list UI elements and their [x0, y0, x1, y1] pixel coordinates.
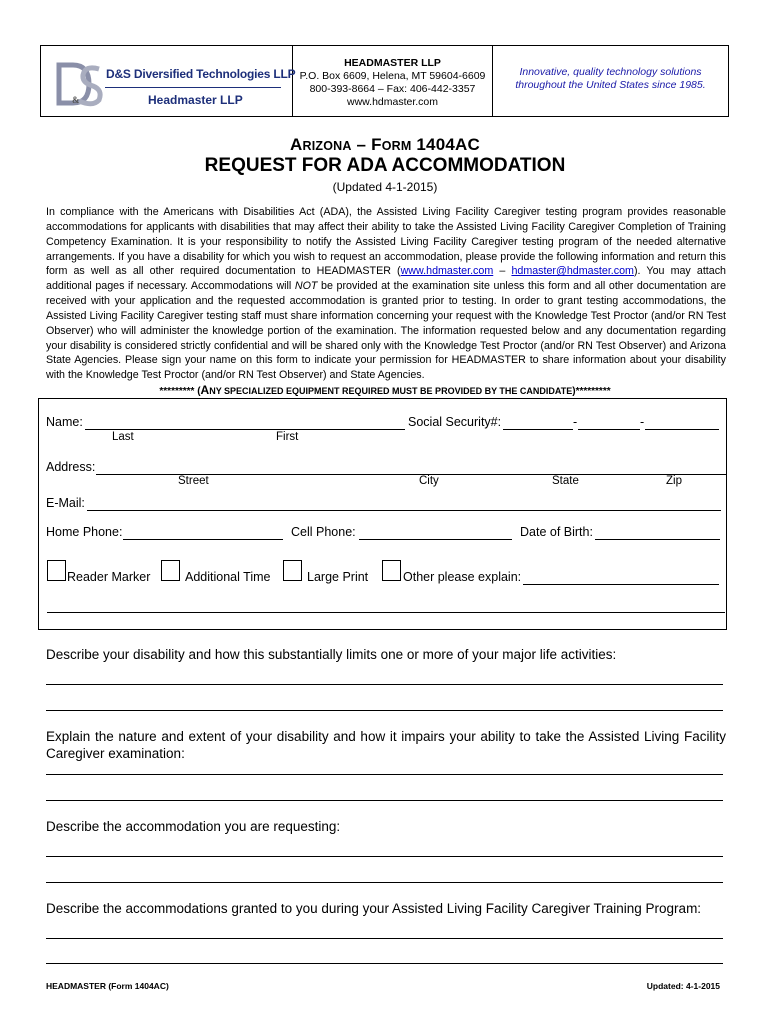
first-name-label: First — [276, 431, 299, 443]
answer-line[interactable] — [46, 882, 723, 883]
logo-division-name: Headmaster LLP — [148, 93, 243, 107]
answer-line[interactable] — [46, 800, 723, 801]
other-label: Other please explain: — [403, 570, 522, 584]
form-main-title: REQUEST FOR ADA ACCOMMODATION — [204, 155, 566, 176]
dob-field[interactable] — [595, 539, 720, 540]
state-label: State — [552, 475, 579, 487]
equipment-notice: ********* (ANY SPECIALIZED EQUIPMENT REQUIRED MUST BE PROVIDED BY THE CANDIDATE)********* — [159, 383, 611, 397]
city-label: City — [419, 475, 439, 487]
ssn-separator-1: - — [573, 415, 578, 429]
svg-text:&: & — [72, 95, 80, 105]
email-link[interactable]: hdmaster@hdmaster.com — [511, 265, 634, 278]
question-granted-accommodations: Describe the accommodations granted to you during your Assisted Living Facility Caregiver Training Program: — [46, 901, 702, 916]
large-print-label: Large Print — [307, 570, 369, 584]
address-line-1: P.O. Box 6609, Helena, MT 59604-6609 — [299, 70, 486, 82]
answer-line[interactable] — [46, 684, 723, 685]
ssn-field-3[interactable] — [645, 429, 719, 430]
logo-company-name: D&S Diversified Technologies LLP — [106, 67, 296, 81]
question-disability: Describe your disability and how this substantially limits one or more of your major life activities: — [46, 647, 617, 662]
answer-line[interactable] — [46, 710, 723, 711]
other-explain-field-2[interactable] — [47, 612, 725, 613]
reader-marker-label: Reader Marker — [67, 570, 151, 584]
footer-updated: Updated: 4-1-2015 — [646, 981, 720, 991]
answer-line[interactable] — [46, 938, 723, 939]
address-block — [293, 46, 493, 116]
name-field[interactable] — [85, 429, 405, 430]
logo-divider — [105, 87, 281, 88]
logo-block — [41, 46, 296, 116]
letterhead — [40, 45, 729, 117]
form-updated-date: (Updated 4-1-2015) — [332, 180, 438, 194]
email-label: E-Mail: — [46, 496, 85, 510]
large-print-checkbox[interactable] — [283, 560, 302, 581]
last-name-label: Last — [112, 431, 134, 443]
ds-logo-icon — [55, 59, 105, 109]
additional-time-label: Additional Time — [185, 570, 271, 584]
zip-label: Zip — [666, 475, 682, 487]
other-explain-field[interactable] — [523, 584, 719, 585]
tagline-line-2: throughout the United States since 1985. — [515, 79, 706, 91]
dob-label: Date of Birth: — [520, 525, 593, 539]
footer-form-id: HEADMASTER (Form 1404AC) — [46, 981, 169, 991]
name-label: Name: — [46, 415, 83, 429]
other-checkbox[interactable] — [382, 560, 401, 581]
question-requested-accommodation: Describe the accommodation you are requesting: — [46, 819, 341, 834]
answer-line[interactable] — [46, 963, 723, 964]
ssn-separator-2: - — [640, 415, 645, 429]
website-link[interactable]: www.hdmaster.com — [400, 265, 494, 278]
ssn-field-2[interactable] — [578, 429, 640, 430]
ssn-label: Social Security#: — [408, 415, 502, 429]
reader-marker-checkbox[interactable] — [47, 560, 66, 581]
form-state-title: ARIZONA – FORM 1404AC — [290, 135, 480, 154]
applicant-info-box — [38, 398, 727, 630]
tagline-line-1: Innovative, quality technology solutions — [519, 66, 702, 78]
additional-time-checkbox[interactable] — [161, 560, 180, 581]
intro-paragraph: In compliance with the Americans with Disabilities Act (ADA), the Assisted Living Facility Caregiver testing program provides reasonable accommodations for applicants with disabilities that may affect their ability to take the Assisted Living Facility Caregiver Completion of Training Competency Examination. It is your responsibility to notify the Assisted Living Facility Caregiver testing program of the needed alternative arrangements. If you have a disability for which you wish to request an accommodation, please provide the following information and return this form as well as all other required documentation to HEADMASTER (www.hdmaster.com – hdmaster@hdmaster.com). You may attach additional pages if necessary. Accommodations will NOT be provided at the examination site unless this form and all other documentation are received with your application and the requested accommodation is granted prior to testing. In order to grant testing accommodations, the Assisted Living Facility Caregiver testing staff must share information concerning your request with the Knowledge Test Proctor (and/or RN Test Observer) who will administer the knowledge portion of the examination. The information requested below and any documentation regarding your disability is considered strictly confidential and will be shared only with the Knowledge Test Proctor (and/or RN Test Observer) and Arizona State Agencies. Please sign your name on this form to indicate your permission for HEADMASTER to share information about your disability with the Knowledge Test Proctor (and/or RN Test Observer) and State Agencies. — [46, 206, 726, 382]
email-field[interactable] — [87, 510, 721, 511]
question-impairment: Explain the nature and extent of your disability and how it impairs your ability to take the Assisted Living Facility Caregiver examination: — [46, 729, 726, 761]
address-line-3: www.hdmaster.com — [346, 96, 439, 108]
cell-phone-label: Cell Phone: — [291, 525, 356, 539]
ssn-field-1[interactable] — [503, 429, 573, 430]
home-phone-field[interactable] — [123, 539, 283, 540]
home-phone-label: Home Phone: — [46, 525, 123, 539]
address-line-2: 800-393-8664 – Fax: 406-442-3357 — [309, 83, 476, 95]
answer-line[interactable] — [46, 774, 723, 775]
cell-phone-field[interactable] — [359, 539, 512, 540]
address-title: HEADMASTER LLP — [344, 57, 441, 69]
tagline-block — [493, 46, 728, 116]
answer-line[interactable] — [46, 856, 723, 857]
street-label: Street — [178, 475, 209, 487]
address-label: Address: — [46, 460, 96, 474]
